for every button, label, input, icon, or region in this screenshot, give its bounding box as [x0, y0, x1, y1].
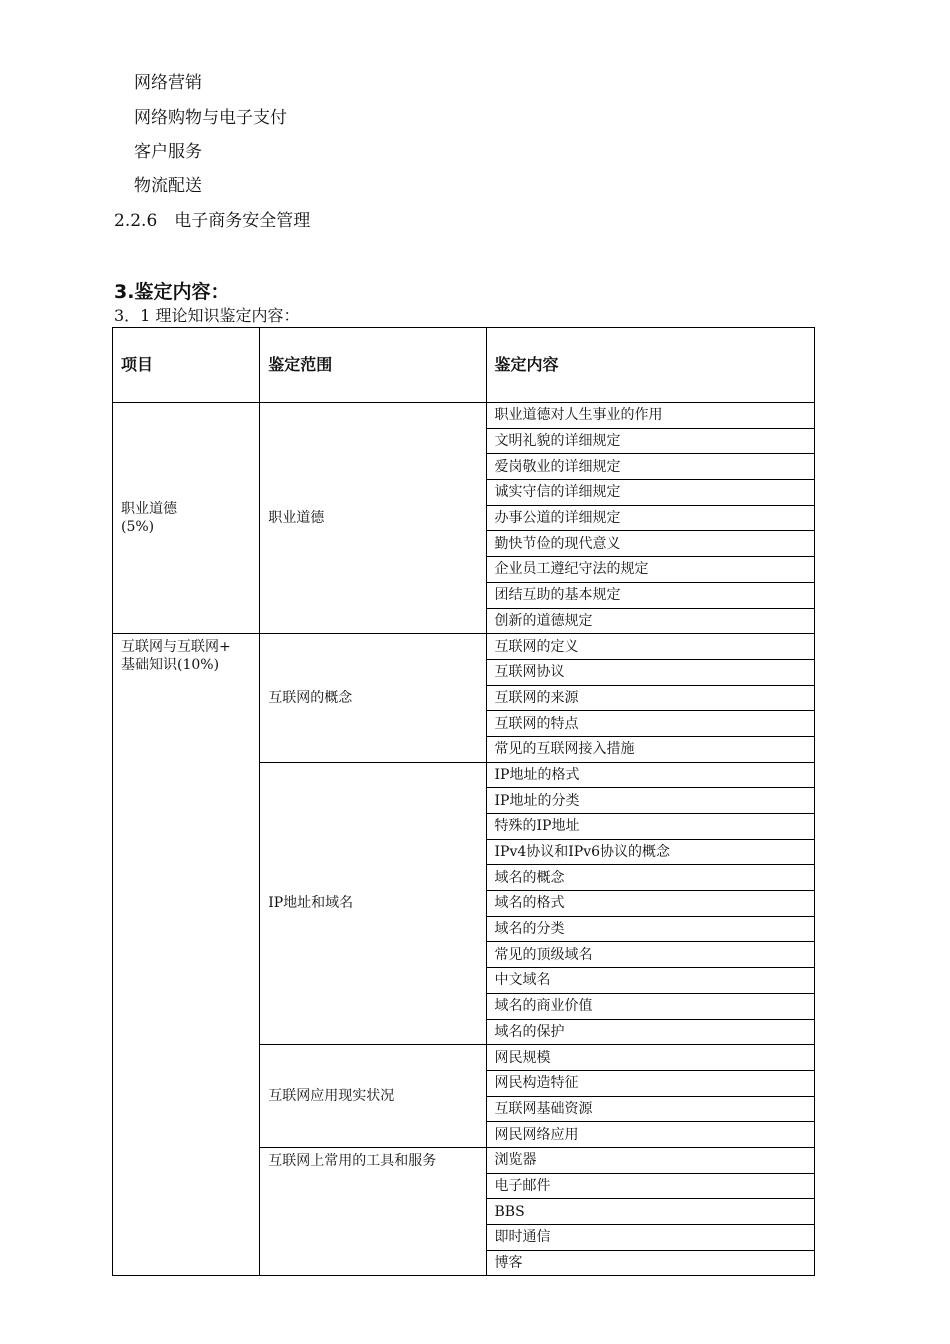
content-cell: 诚实守信的详细规定 — [486, 480, 814, 506]
content-cell: 域名的概念 — [486, 865, 814, 891]
content-cell: 特殊的IP地址 — [486, 814, 814, 840]
scope-cell: 职业道德 — [260, 403, 486, 634]
scope-cell: 互联网的概念 — [260, 634, 486, 762]
content-cell: 创新的道德规定 — [486, 608, 814, 634]
content-cell: 互联网的来源 — [486, 685, 814, 711]
content-cell: 办事公道的详细规定 — [486, 505, 814, 531]
content-cell: 浏览器 — [486, 1147, 814, 1173]
content-cell: BBS — [486, 1199, 814, 1225]
content-cell: 爱岗敬业的详细规定 — [486, 454, 814, 480]
header-scope: 鉴定范围 — [260, 328, 486, 403]
table-header-row — [113, 328, 815, 403]
item-cell — [113, 634, 260, 1276]
intro-item: 物流配送 — [134, 176, 202, 196]
header-content: 鉴定内容 — [486, 328, 814, 403]
content-cell: 域名的格式 — [486, 891, 814, 917]
table-row — [113, 634, 815, 660]
content-cell: 域名的分类 — [486, 916, 814, 942]
content-cell: 职业道德对人生事业的作用 — [486, 403, 814, 429]
content-cell: 互联网协议 — [486, 659, 814, 685]
item-cell — [113, 403, 260, 634]
content-cell: 网民构造特征 — [486, 1070, 814, 1096]
item-label: 基础知识(10%) — [121, 657, 220, 674]
section-226-heading: 2.2.6 电子商务安全管理 — [114, 211, 311, 231]
intro-item: 客户服务 — [134, 142, 202, 162]
content-cell: 常见的顶级域名 — [486, 942, 814, 968]
content-cell: IPv4协议和IPv6协议的概念 — [486, 839, 814, 865]
table-body — [113, 403, 815, 1276]
header-item: 项目 — [113, 328, 260, 403]
item-label: 互联网与互联网+ — [121, 639, 231, 656]
intro-item: 网络购物与电子支付 — [134, 108, 287, 128]
content-cell: 互联网的特点 — [486, 711, 814, 737]
content-cell: 互联网的定义 — [486, 634, 814, 660]
content-cell: 勤快节俭的现代意义 — [486, 531, 814, 557]
content-cell: 即时通信 — [486, 1225, 814, 1251]
content-cell: 文明礼貌的详细规定 — [486, 428, 814, 454]
content-cell: 中文域名 — [486, 968, 814, 994]
content-cell: 域名的保护 — [486, 1019, 814, 1045]
scope-cell: IP地址和域名 — [260, 762, 486, 1045]
content-cell: 企业员工遵纪守法的规定 — [486, 557, 814, 583]
content-cell: IP地址的格式 — [486, 762, 814, 788]
item-label: 职业道德 — [121, 501, 177, 518]
content-cell: 网民规模 — [486, 1045, 814, 1071]
section-3-title: 3.鉴定内容： — [114, 281, 230, 303]
content-cell: 电子邮件 — [486, 1173, 814, 1199]
appraisal-content-table — [112, 327, 815, 1276]
content-cell: 团结互助的基本规定 — [486, 582, 814, 608]
content-cell: 博客 — [486, 1250, 814, 1276]
item-label: (5%) — [121, 519, 155, 536]
intro-item: 网络营销 — [134, 73, 202, 93]
content-cell: 常见的互联网接入措施 — [486, 736, 814, 762]
section-31-title: 3．1 理论知识鉴定内容： — [114, 306, 300, 325]
content-cell: 互联网基础资源 — [486, 1096, 814, 1122]
scope-cell: 互联网应用现实状况 — [260, 1045, 486, 1148]
content-cell: 网民网络应用 — [486, 1122, 814, 1148]
content-cell: IP地址的分类 — [486, 788, 814, 814]
table-row — [113, 403, 815, 429]
scope-cell: 互联网上常用的工具和服务 — [260, 1147, 486, 1275]
content-cell: 域名的商业价值 — [486, 993, 814, 1019]
